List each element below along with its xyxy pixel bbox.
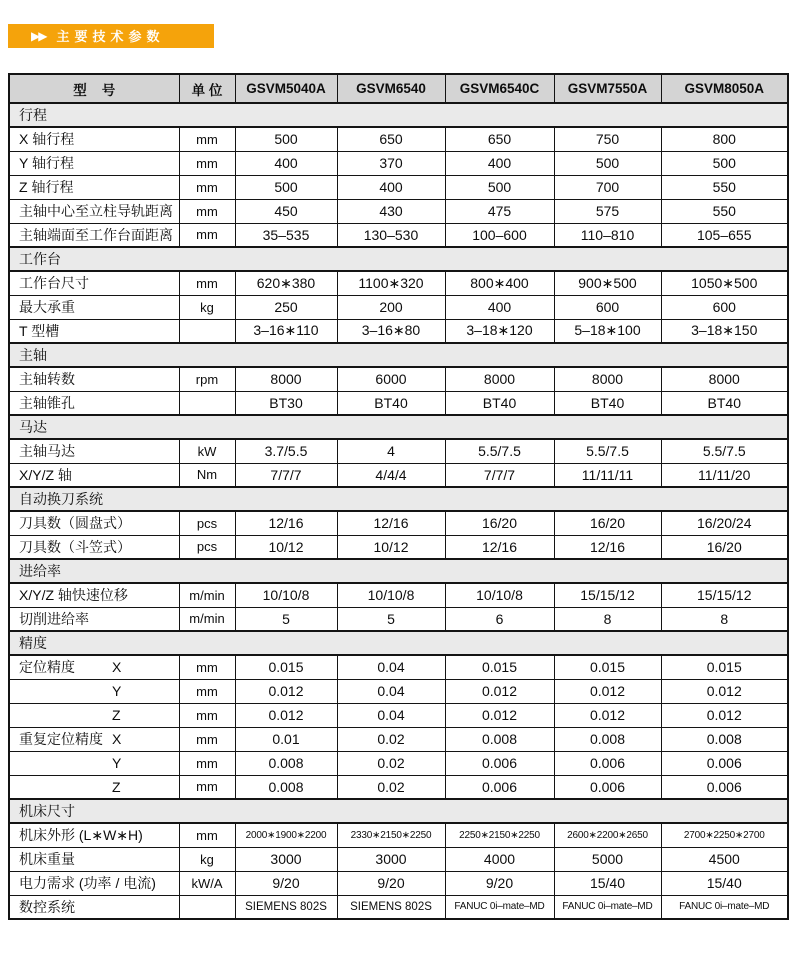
row-label bbox=[9, 439, 179, 463]
value-cell: 3–18∗150 bbox=[661, 319, 788, 343]
value-cell: 800 bbox=[661, 127, 788, 151]
value-cell: 700 bbox=[554, 175, 661, 199]
value-cell: 4/4/4 bbox=[337, 463, 445, 487]
table-row bbox=[9, 511, 788, 535]
table-row bbox=[9, 655, 788, 679]
row-label-text: 工作台尺寸 bbox=[19, 275, 89, 292]
unit-cell: m/min bbox=[179, 607, 235, 631]
row-label bbox=[9, 271, 179, 295]
row-label-text: 切削进给率 bbox=[19, 610, 89, 627]
value-cell: 500 bbox=[661, 151, 788, 175]
value-cell: 130–530 bbox=[337, 223, 445, 247]
unit-cell bbox=[179, 319, 235, 343]
table-row bbox=[9, 775, 788, 799]
value-cell: 0.04 bbox=[337, 679, 445, 703]
model-header: GSVM5040A bbox=[235, 74, 337, 103]
value-cell: 8000 bbox=[445, 367, 554, 391]
unit-cell: mm bbox=[179, 271, 235, 295]
value-cell: 430 bbox=[337, 199, 445, 223]
table-row bbox=[9, 679, 788, 703]
row-label-text: Y 轴行程 bbox=[19, 155, 74, 171]
value-cell: 3–16∗110 bbox=[235, 319, 337, 343]
axis-letter: Y bbox=[112, 683, 122, 699]
value-cell: 0.012 bbox=[554, 679, 661, 703]
section-title: 自动换刀系统 bbox=[9, 487, 788, 511]
unit-cell: kW bbox=[179, 439, 235, 463]
value-cell: 16/20/24 bbox=[661, 511, 788, 535]
value-cell: 0.008 bbox=[554, 727, 661, 751]
unit-cell: rpm bbox=[179, 367, 235, 391]
value-cell: 620∗380 bbox=[235, 271, 337, 295]
value-cell: 1100∗320 bbox=[337, 271, 445, 295]
unit-cell: pcs bbox=[179, 535, 235, 559]
value-cell: 0.012 bbox=[554, 703, 661, 727]
value-cell: 2000∗1900∗2200 bbox=[235, 823, 337, 847]
value-cell: 105–655 bbox=[661, 223, 788, 247]
table-row bbox=[9, 871, 788, 895]
value-cell: BT30 bbox=[235, 391, 337, 415]
value-cell: 110–810 bbox=[554, 223, 661, 247]
table-row bbox=[9, 823, 788, 847]
row-label-text: 刀具数（圆盘式） bbox=[19, 515, 131, 532]
value-cell: 475 bbox=[445, 199, 554, 223]
value-cell: 600 bbox=[661, 295, 788, 319]
table-row bbox=[9, 583, 788, 607]
spec-table bbox=[8, 73, 789, 920]
row-label bbox=[9, 679, 179, 703]
value-cell: 0.04 bbox=[337, 703, 445, 727]
model-header: GSVM8050A bbox=[661, 74, 788, 103]
section-title: 精度 bbox=[9, 631, 788, 655]
table-row bbox=[9, 895, 788, 919]
value-cell: 3–18∗120 bbox=[445, 319, 554, 343]
table-row bbox=[9, 367, 788, 391]
value-cell: 550 bbox=[661, 175, 788, 199]
unit-cell: mm bbox=[179, 223, 235, 247]
spec-table-body bbox=[9, 103, 788, 919]
value-cell: 2250∗2150∗2250 bbox=[445, 823, 554, 847]
value-cell: 0.01 bbox=[235, 727, 337, 751]
row-label bbox=[9, 703, 179, 727]
axis-letter: X bbox=[112, 731, 122, 747]
value-cell: BT40 bbox=[337, 391, 445, 415]
value-cell: 5.5/7.5 bbox=[445, 439, 554, 463]
value-cell: 500 bbox=[445, 175, 554, 199]
table-row bbox=[9, 463, 788, 487]
unit-cell: mm bbox=[179, 199, 235, 223]
unit-cell: mm bbox=[179, 727, 235, 751]
value-cell: BT40 bbox=[554, 391, 661, 415]
value-cell: 5000 bbox=[554, 847, 661, 871]
value-cell: 650 bbox=[445, 127, 554, 151]
value-cell: 9/20 bbox=[235, 871, 337, 895]
model-header: GSVM7550A bbox=[554, 74, 661, 103]
value-cell: 12/16 bbox=[554, 535, 661, 559]
unit-cell: mm bbox=[179, 751, 235, 775]
section-title: 进给率 bbox=[9, 559, 788, 583]
row-label-text: 重复定位精度 bbox=[19, 731, 103, 747]
value-cell: 6000 bbox=[337, 367, 445, 391]
table-row bbox=[9, 271, 788, 295]
unit-cell: kg bbox=[179, 847, 235, 871]
unit-column-header: 单 位 bbox=[179, 74, 235, 103]
value-cell: 7/7/7 bbox=[445, 463, 554, 487]
row-label bbox=[9, 127, 179, 151]
value-cell: 400 bbox=[337, 175, 445, 199]
value-cell: 15/15/12 bbox=[554, 583, 661, 607]
value-cell: FANUC 0i–mate–MD bbox=[661, 895, 788, 919]
row-label-text: 主轴端面至工作台面距离 bbox=[19, 226, 173, 243]
unit-cell bbox=[179, 391, 235, 415]
double-arrow-icon: ▶▶ bbox=[31, 29, 46, 43]
value-cell: FANUC 0i–mate–MD bbox=[554, 895, 661, 919]
row-label-text: X/Y/Z 轴 bbox=[19, 466, 72, 483]
row-label bbox=[9, 823, 179, 847]
value-cell: 0.008 bbox=[235, 751, 337, 775]
value-cell: 3–16∗80 bbox=[337, 319, 445, 343]
value-cell: 3.7/5.5 bbox=[235, 439, 337, 463]
table-row bbox=[9, 295, 788, 319]
value-cell: 0.006 bbox=[445, 775, 554, 799]
row-label bbox=[9, 535, 179, 559]
value-cell: 16/20 bbox=[661, 535, 788, 559]
unit-cell: mm bbox=[179, 127, 235, 151]
row-label bbox=[9, 391, 179, 415]
value-cell: 0.012 bbox=[661, 703, 788, 727]
table-row bbox=[9, 223, 788, 247]
value-cell: 15/40 bbox=[661, 871, 788, 895]
value-cell: BT40 bbox=[445, 391, 554, 415]
row-label bbox=[9, 871, 179, 895]
axis-letter: Y bbox=[112, 755, 122, 771]
unit-cell: mm bbox=[179, 151, 235, 175]
row-label bbox=[9, 151, 179, 175]
value-cell: SIEMENS 802S bbox=[235, 895, 337, 919]
row-label-text: 定位精度 bbox=[19, 659, 75, 676]
value-cell: 8 bbox=[661, 607, 788, 631]
row-label-text: 最大承重 bbox=[19, 299, 75, 315]
value-cell: 2600∗2200∗2650 bbox=[554, 823, 661, 847]
value-cell: 7/7/7 bbox=[235, 463, 337, 487]
banner-title: 主要技术参数 bbox=[56, 28, 165, 44]
value-cell: 0.015 bbox=[554, 655, 661, 679]
value-cell: 600 bbox=[554, 295, 661, 319]
value-cell: 0.04 bbox=[337, 655, 445, 679]
value-cell: 3000 bbox=[337, 847, 445, 871]
unit-cell: mm bbox=[179, 775, 235, 799]
row-label-text: 刀具数（斗笠式） bbox=[19, 538, 131, 555]
value-cell: 0.02 bbox=[337, 751, 445, 775]
value-cell: 12/16 bbox=[337, 511, 445, 535]
value-cell: 0.012 bbox=[445, 703, 554, 727]
table-row bbox=[9, 751, 788, 775]
row-label-text: 电力需求 (功率 / 电流) bbox=[19, 875, 156, 891]
section-header-row bbox=[9, 343, 788, 367]
value-cell: 4 bbox=[337, 439, 445, 463]
row-label bbox=[9, 463, 179, 487]
value-cell: 12/16 bbox=[445, 535, 554, 559]
row-label-text: X/Y/Z 轴快速位移 bbox=[19, 587, 128, 604]
value-cell: 11/11/20 bbox=[661, 463, 788, 487]
value-cell: 0.008 bbox=[445, 727, 554, 751]
value-cell: 16/20 bbox=[554, 511, 661, 535]
value-cell: 10/12 bbox=[337, 535, 445, 559]
value-cell: 4500 bbox=[661, 847, 788, 871]
row-label bbox=[9, 223, 179, 247]
value-cell: 0.008 bbox=[235, 775, 337, 799]
row-label bbox=[9, 511, 179, 535]
value-cell: 2330∗2150∗2250 bbox=[337, 823, 445, 847]
row-label bbox=[9, 199, 179, 223]
row-label bbox=[9, 775, 179, 799]
value-cell: 0.02 bbox=[337, 727, 445, 751]
value-cell: 800∗400 bbox=[445, 271, 554, 295]
unit-cell: kW/A bbox=[179, 871, 235, 895]
model-column-header: 型 号 bbox=[9, 74, 179, 103]
section-title: 主轴 bbox=[9, 343, 788, 367]
value-cell: 0.006 bbox=[661, 751, 788, 775]
row-label-text: Z 轴行程 bbox=[19, 179, 74, 195]
section-header-row bbox=[9, 487, 788, 511]
row-label-text: 主轴中心至立柱导轨距离 bbox=[19, 203, 173, 219]
table-row bbox=[9, 439, 788, 463]
value-cell: 370 bbox=[337, 151, 445, 175]
row-label bbox=[9, 751, 179, 775]
row-label-text: 主轴马达 bbox=[19, 443, 75, 460]
value-cell: 8000 bbox=[235, 367, 337, 391]
value-cell: 9/20 bbox=[445, 871, 554, 895]
row-label-text: T 型槽 bbox=[19, 322, 60, 339]
table-row bbox=[9, 703, 788, 727]
value-cell: 2700∗2250∗2700 bbox=[661, 823, 788, 847]
value-cell: 250 bbox=[235, 295, 337, 319]
value-cell: 0.012 bbox=[235, 679, 337, 703]
unit-cell: mm bbox=[179, 823, 235, 847]
unit-cell: kg bbox=[179, 295, 235, 319]
value-cell: 5–18∗100 bbox=[554, 319, 661, 343]
value-cell: 0.015 bbox=[661, 655, 788, 679]
value-cell: 0.012 bbox=[661, 679, 788, 703]
axis-letter: Z bbox=[112, 707, 121, 723]
value-cell: 10/10/8 bbox=[445, 583, 554, 607]
value-cell: 8000 bbox=[661, 367, 788, 391]
value-cell: 0.015 bbox=[235, 655, 337, 679]
row-label bbox=[9, 655, 179, 679]
unit-cell: mm bbox=[179, 175, 235, 199]
table-row bbox=[9, 151, 788, 175]
value-cell: 650 bbox=[337, 127, 445, 151]
row-label-text: X 轴行程 bbox=[19, 131, 75, 148]
section-header-row bbox=[9, 559, 788, 583]
model-header: GSVM6540 bbox=[337, 74, 445, 103]
unit-cell: mm bbox=[179, 679, 235, 703]
row-label bbox=[9, 367, 179, 391]
value-cell: 100–600 bbox=[445, 223, 554, 247]
value-cell: 3000 bbox=[235, 847, 337, 871]
value-cell: 5.5/7.5 bbox=[554, 439, 661, 463]
section-header-row bbox=[9, 415, 788, 439]
unit-cell: m/min bbox=[179, 583, 235, 607]
value-cell: 400 bbox=[445, 151, 554, 175]
unit-cell: mm bbox=[179, 655, 235, 679]
value-cell: 10/12 bbox=[235, 535, 337, 559]
table-row bbox=[9, 847, 788, 871]
section-header-row bbox=[9, 103, 788, 127]
model-header: GSVM6540C bbox=[445, 74, 554, 103]
value-cell: 5.5/7.5 bbox=[661, 439, 788, 463]
section-header-row bbox=[9, 631, 788, 655]
row-label bbox=[9, 295, 179, 319]
row-label bbox=[9, 319, 179, 343]
value-cell: 575 bbox=[554, 199, 661, 223]
section-title: 工作台 bbox=[9, 247, 788, 271]
section-banner bbox=[8, 24, 214, 48]
axis-letter: X bbox=[112, 659, 122, 676]
row-label bbox=[9, 847, 179, 871]
value-cell: 0.02 bbox=[337, 775, 445, 799]
value-cell: 0.006 bbox=[554, 751, 661, 775]
table-row bbox=[9, 391, 788, 415]
row-label bbox=[9, 175, 179, 199]
value-cell: 15/15/12 bbox=[661, 583, 788, 607]
unit-cell: mm bbox=[179, 703, 235, 727]
value-cell: 4000 bbox=[445, 847, 554, 871]
value-cell: 550 bbox=[661, 199, 788, 223]
table-row bbox=[9, 535, 788, 559]
section-header-row bbox=[9, 799, 788, 823]
row-label-text: 机床重量 bbox=[19, 851, 75, 867]
value-cell: 0.006 bbox=[661, 775, 788, 799]
value-cell: 500 bbox=[554, 151, 661, 175]
row-label-text: 机床外形 (L∗W∗H) bbox=[19, 827, 143, 844]
value-cell: SIEMENS 802S bbox=[337, 895, 445, 919]
value-cell: 0.006 bbox=[445, 751, 554, 775]
value-cell: 9/20 bbox=[337, 871, 445, 895]
value-cell: 10/10/8 bbox=[235, 583, 337, 607]
value-cell: 35–535 bbox=[235, 223, 337, 247]
row-label bbox=[9, 607, 179, 631]
value-cell: 8 bbox=[554, 607, 661, 631]
row-label bbox=[9, 895, 179, 919]
value-cell: 12/16 bbox=[235, 511, 337, 535]
row-label-text: 数控系统 bbox=[19, 898, 75, 915]
value-cell: 500 bbox=[235, 127, 337, 151]
table-row bbox=[9, 127, 788, 151]
section-title: 马达 bbox=[9, 415, 788, 439]
section-title: 机床尺寸 bbox=[9, 799, 788, 823]
table-row bbox=[9, 175, 788, 199]
value-cell: 16/20 bbox=[445, 511, 554, 535]
value-cell: 11/11/11 bbox=[554, 463, 661, 487]
table-row bbox=[9, 607, 788, 631]
value-cell: 5 bbox=[337, 607, 445, 631]
value-cell: 0.012 bbox=[235, 703, 337, 727]
unit-cell bbox=[179, 895, 235, 919]
value-cell: BT40 bbox=[661, 391, 788, 415]
value-cell: 500 bbox=[235, 175, 337, 199]
table-row bbox=[9, 727, 788, 751]
spec-header-row bbox=[9, 74, 788, 103]
value-cell: 10/10/8 bbox=[337, 583, 445, 607]
section-title: 行程 bbox=[9, 103, 788, 127]
row-label-text: 主轴转数 bbox=[19, 371, 75, 388]
value-cell: 0.012 bbox=[445, 679, 554, 703]
table-row bbox=[9, 199, 788, 223]
value-cell: 0.008 bbox=[661, 727, 788, 751]
value-cell: 1050∗500 bbox=[661, 271, 788, 295]
value-cell: 200 bbox=[337, 295, 445, 319]
value-cell: 400 bbox=[235, 151, 337, 175]
row-label-text: 主轴锥孔 bbox=[19, 394, 75, 411]
value-cell: 900∗500 bbox=[554, 271, 661, 295]
value-cell: 750 bbox=[554, 127, 661, 151]
value-cell: FANUC 0i–mate–MD bbox=[445, 895, 554, 919]
value-cell: 5 bbox=[235, 607, 337, 631]
value-cell: 400 bbox=[445, 295, 554, 319]
value-cell: 15/40 bbox=[554, 871, 661, 895]
unit-cell: Nm bbox=[179, 463, 235, 487]
value-cell: 0.015 bbox=[445, 655, 554, 679]
value-cell: 6 bbox=[445, 607, 554, 631]
section-header-row bbox=[9, 247, 788, 271]
row-label bbox=[9, 583, 179, 607]
value-cell: 0.006 bbox=[554, 775, 661, 799]
axis-letter: Z bbox=[112, 778, 121, 795]
value-cell: 8000 bbox=[554, 367, 661, 391]
unit-cell: pcs bbox=[179, 511, 235, 535]
row-label bbox=[9, 727, 179, 751]
value-cell: 450 bbox=[235, 199, 337, 223]
table-row bbox=[9, 319, 788, 343]
